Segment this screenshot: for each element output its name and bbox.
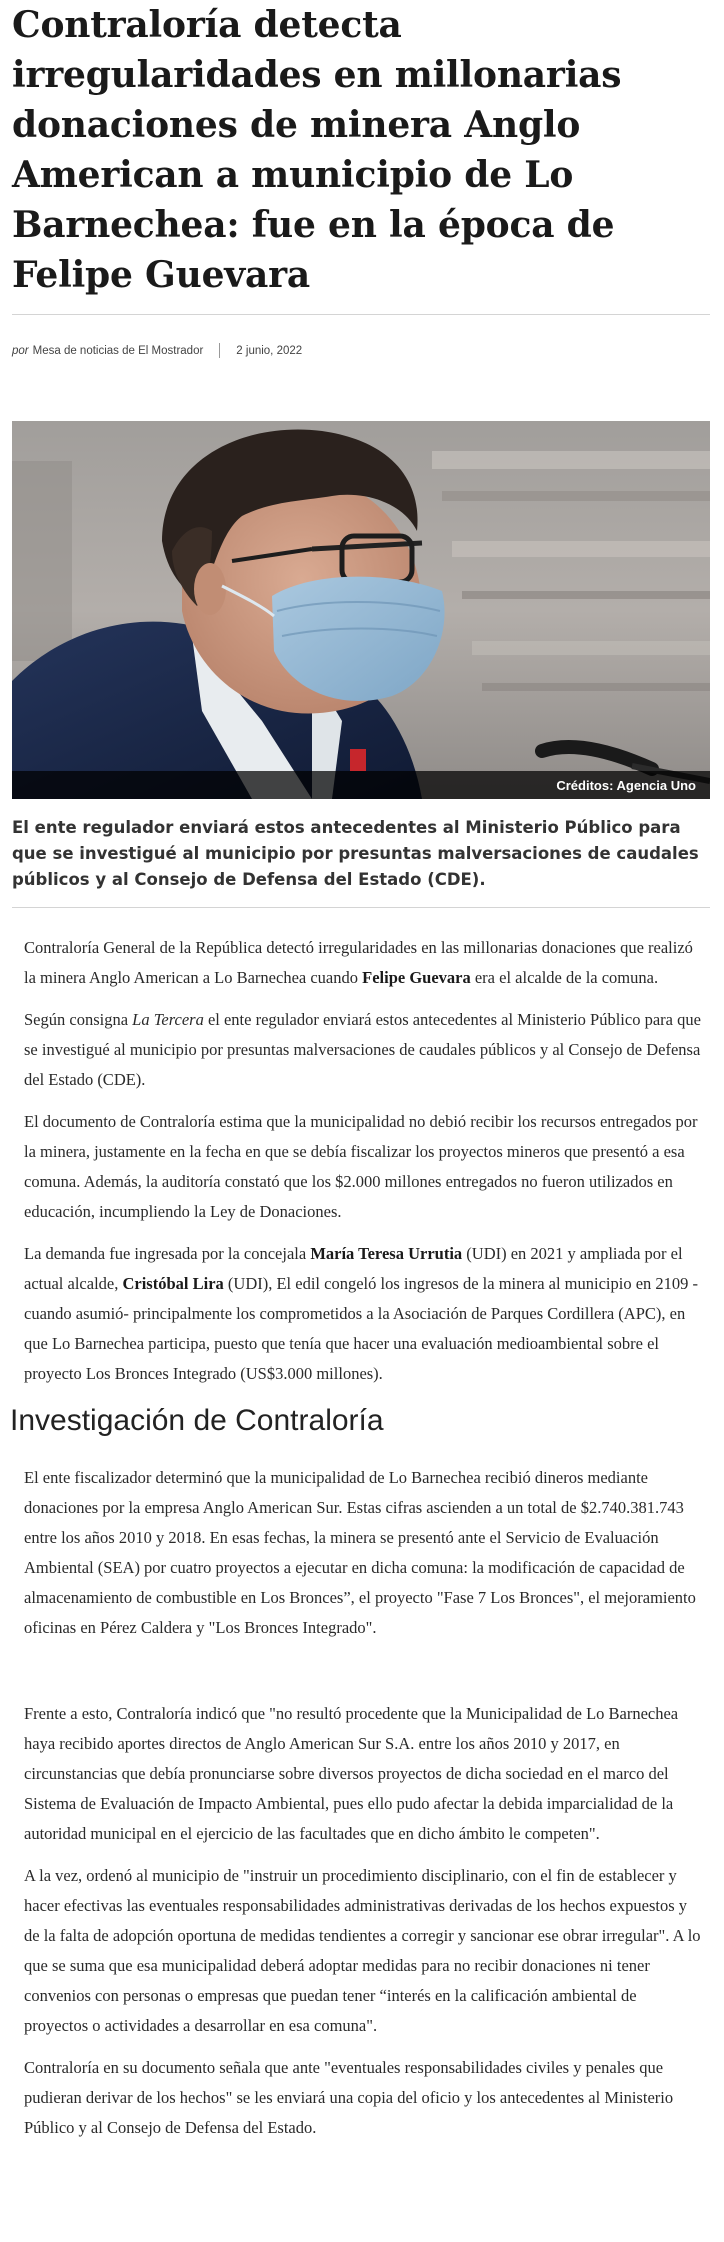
paragraph: Frente a esto, Contraloría indicó que "no resultó procedente que la Municipalidad de Lo Barnechea haya recibido aportes directos de Anglo American Sur S.A. entre los años 2010 y 2017, en circunstancias que debía pronunciarse sobre diversos proyectos de dicha sociedad en el marco del Sistema de Evaluación de Impacto Ambiental, pues ello pudo afectar la debida imparcialidad de la autoridad municipal en el ejercicio de las facultades que en dicho ámbito le competen". <box>24 1704 679 1843</box>
person-name: María Teresa Urrutia <box>310 1244 463 1263</box>
paragraph: La demanda fue ingresada por la concejala María Teresa Urrutia (UDI) en 2021 y ampliada por el actual alcalde, Cristóbal Lira (UDI), El edil congeló los ingresos de la minera al municipio en 2109 -cuando asumió- principalmente los comprometidos a la Asociación de Parques Cordillera (APC), en que Lo Barnechea participa, puesto que tenía que hacer una evaluación medioambiental sobre el proyecto Los Bronces Integrado (US$3.000 millones). <box>24 1244 699 1383</box>
paragraph: El ente fiscalizador determinó que la municipalidad de Lo Barnechea recibió dineros mediante donaciones por la empresa Anglo American Sur. Estas cifras ascienden a un total de $2.740.381.743 entre los años 2010 y 2018. En esas fechas, la minera se presentó ante el Servicio de Evaluación Ambiental (SEA) por cuatro proyectos a ejecutar en dicha comuna: la modificación de capacidad de almacenamiento de combustible en Los Bronces”, el proyecto "Fase 7 Los Bronces", el mejoramiento oficinas en Pérez Caldera y "Los Bronces Integrado". <box>24 1468 696 1637</box>
paragraph: A la vez, ordenó al municipio de "instruir un procedimiento disciplinario, con el fin de establecer y hacer efectivas las eventuales responsabilidades administrativas derivadas de los hechos expuestos y de la falta de adopción oportuna de medidas tendientes a corregir y sancionar ese obrar irregular". A lo que se suma que esa municipalidad deberá adoptar medidas para no recibir donaciones ni tener convenios con personas o empresas que puedan tener “interés en la calificación ambiental de proyectos o actividades a desarrollar en esa comuna". <box>24 1866 701 2035</box>
paragraph: Contraloría General de la República detectó irregularidades en las millonarias donaciones que realizó la minera Anglo American a Lo Barnechea cuando Felipe Guevara era el alcalde de la comuna. <box>24 938 693 987</box>
lead-divider <box>12 907 710 908</box>
source-name: La Tercera <box>132 1010 204 1029</box>
person-name: Felipe Guevara <box>362 968 471 987</box>
spacer <box>24 1655 702 1699</box>
byline-prefix: por <box>12 344 29 357</box>
publish-date: 2 junio, 2022 <box>236 344 303 357</box>
author-link[interactable]: Mesa de noticias de El Mostrador <box>32 344 204 357</box>
hero-image <box>12 421 710 799</box>
article-body <box>12 933 710 2143</box>
paragraph: Contraloría en su documento señala que ante "eventuales responsabilidades civiles y penales que pudieran derivar de los hechos" se les enviará una copia del oficio y los antecedentes al Ministerio Público y al Consejo de Defensa del Estado. <box>24 2058 674 2137</box>
hero-photo-illustration <box>12 421 710 799</box>
image-credit: Créditos: Agencia Uno <box>556 778 696 793</box>
article-lead: El ente regulador enviará estos antecedentes al Ministerio Público para que se investigué al municipio por presuntas malversaciones de caudales públicos y al Consejo de Defensa del Estado (CDE). <box>12 818 699 889</box>
paragraph: El documento de Contraloría estima que la municipalidad no debió recibir los recursos entregados por la minera, justamente en la fecha en que se debía fiscalizar los proyectos mineros que presentó a esa comuna. Además, la auditoría constató que los $2.000 millones entregados no fueron utilizados en educación, incumpliendo la Ley de Donaciones. <box>24 1112 698 1221</box>
article <box>12 0 710 2155</box>
person-name: Cristóbal Lira <box>122 1274 224 1293</box>
headline-divider <box>12 314 710 315</box>
article-headline: Contraloría detecta irregularidades en millonarias donaciones de minera Anglo American a municipio de Lo Barnechea: fue en la época de Felipe Guevara <box>12 4 622 296</box>
byline-separator <box>219 343 220 358</box>
paragraph: Según consigna La Tercera el ente regulador enviará estos antecedentes al Ministerio Público para que se investigué al municipio por presuntas malversaciones de caudales públicos y al Consejo de Defensa del Estado (CDE). <box>24 1010 701 1089</box>
byline <box>12 343 710 358</box>
section-heading: Investigación de Contraloría <box>10 1404 384 1437</box>
